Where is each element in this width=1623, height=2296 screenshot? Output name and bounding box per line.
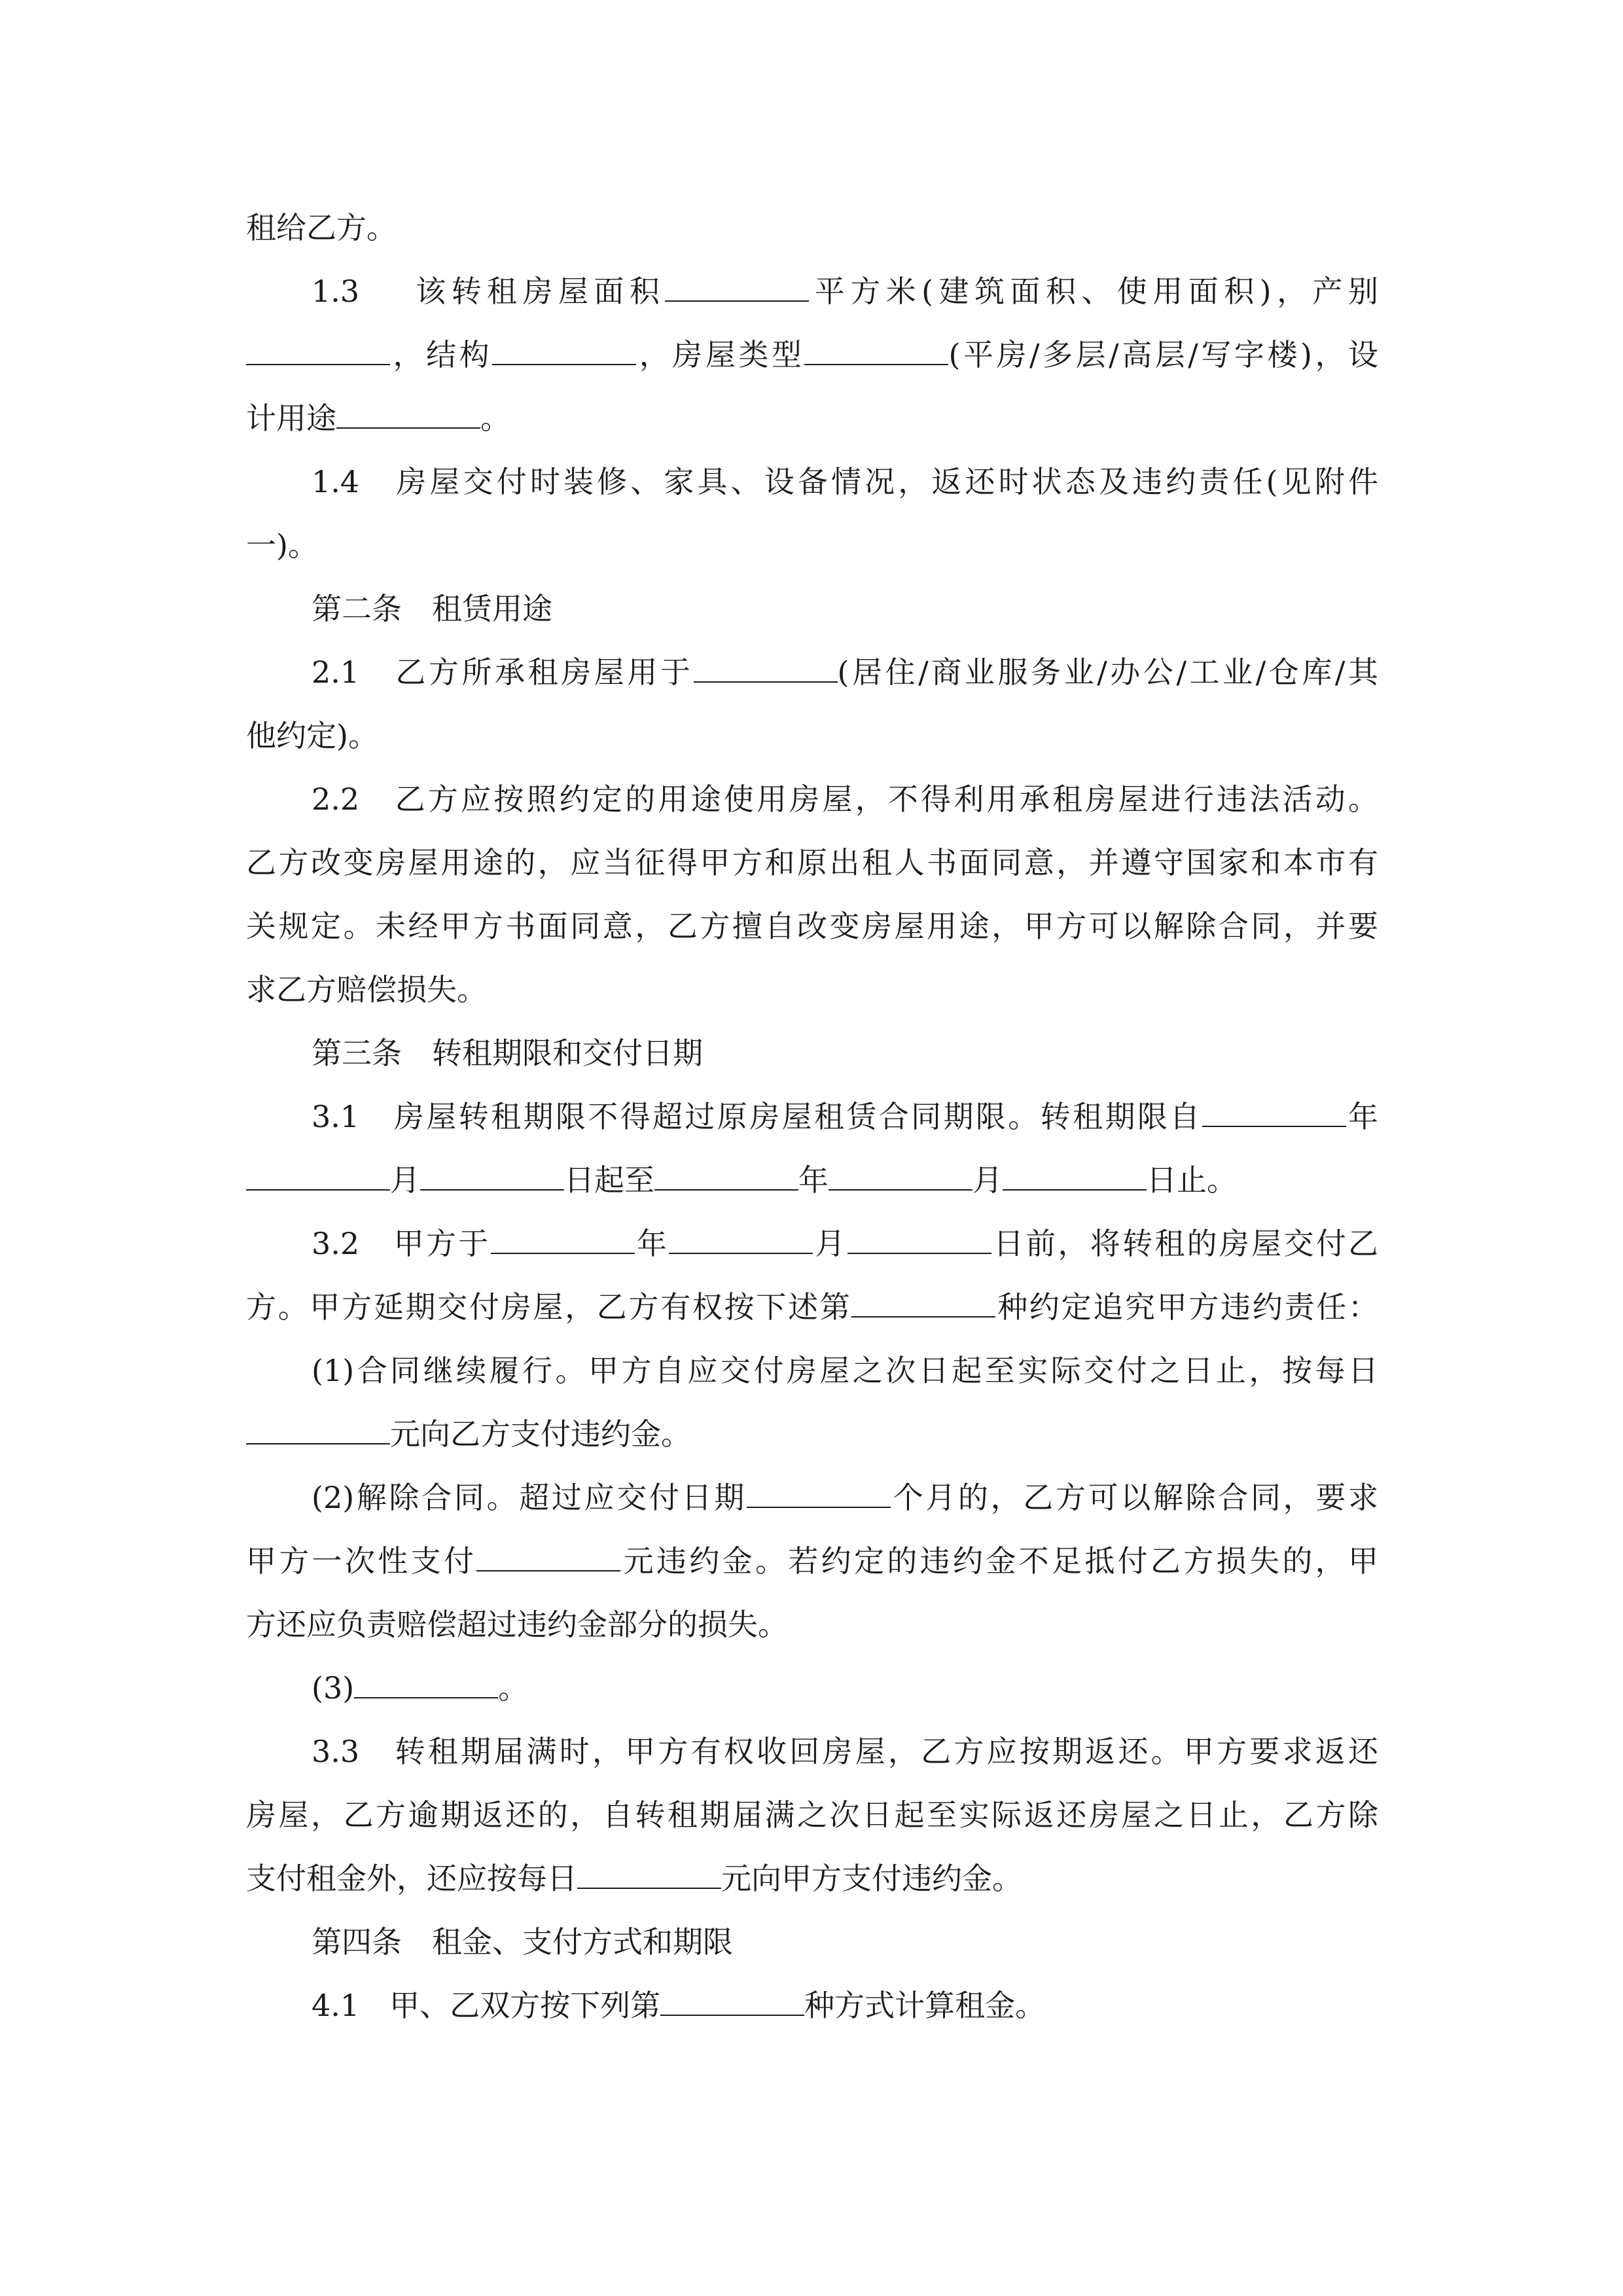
fill-blank[interactable] [747,1478,891,1508]
text-line: 计用途 。 [246,399,1378,438]
text-line: 4.1 甲、乙双方按下列第 种方式计算租金。 [312,1986,1378,2025]
fill-blank[interactable] [851,1287,995,1318]
text-line: 甲方一次性支付 元违约金。若约定的违约金不足抵付乙方损失的，甲 [246,1541,1378,1581]
text-line: 月 日起至 年 月 日止。 [246,1160,1378,1200]
text-line: (3) 。 [312,1668,1378,1708]
text-line: 他约定)。 [246,718,378,753]
fill-blank[interactable] [336,399,480,429]
text-line: 2.1 乙方所承租房屋用于 (居住/商业服务业/办公/工业/仓库/其 [312,653,1378,692]
section-heading: 第四条 租金、支付方式和期限 [312,1924,733,1960]
fill-blank[interactable] [847,1224,991,1254]
fill-blank[interactable] [491,1224,635,1254]
text-line: 1.3 该转租房屋面积 平方米(建筑面积、使用面积)，产别 [312,272,1378,311]
text-line: 3.2 甲方于 年 月 日前，将转租的房屋交付乙 [312,1224,1378,1263]
fill-blank[interactable] [1202,1097,1346,1127]
text-line: 方还应负责赔偿超过违约金部分的损失。 [246,1607,788,1642]
text-line: 乙方改变房屋用途的，应当征得甲方和原出租人书面同意，并遵守国家和本市有 [246,845,1378,880]
text-line: 3.3 转租期届满时，甲方有权收回房屋，乙方应按期返还。甲方要求返还 [312,1734,1378,1769]
fill-blank[interactable] [246,335,390,365]
fill-blank[interactable] [246,1160,390,1191]
text-line: 1.4 房屋交付时装修、家具、设备情况，返还时状态及违约责任(见附件 [312,464,1378,499]
fill-blank[interactable] [577,1859,721,1889]
fill-blank[interactable] [660,1986,804,2016]
fill-blank[interactable] [476,1541,620,1571]
fill-blank[interactable] [354,1668,498,1698]
text-line: 房屋，乙方逾期返还的，自转租期届满之次日起至实际返还房屋之日止，乙方除 [246,1797,1378,1833]
fill-blank[interactable] [669,1224,813,1254]
text-line: 方。甲方延期交付房屋，乙方有权按下述第 种约定追究甲方违约责任： [246,1287,1378,1327]
text-line: 元向乙方支付违约金。 [246,1414,1378,1454]
section-heading: 第二条 租赁用途 [312,591,552,626]
text-line: 关规定。未经甲方书面同意，乙方擅自改变房屋用途，甲方可以解除合同，并要 [246,908,1378,944]
text-line: (1)合同继续履行。甲方自应交付房屋之次日起至实际交付之日止，按每日 [312,1353,1378,1388]
fill-blank[interactable] [1003,1160,1147,1191]
fill-blank[interactable] [246,1414,390,1444]
text-line: 一)。 [246,528,318,563]
text-line: (2)解除合同。超过应交付日期 个月的，乙方可以解除合同，要求 [312,1478,1378,1517]
fill-blank[interactable] [694,653,838,683]
text-line: 支付租金外，还应按每日 元向甲方支付违约金。 [246,1859,1378,1898]
text-line: 3.1 房屋转租期限不得超过原房屋租赁合同期限。转租期限自 年 [312,1097,1378,1136]
fill-blank[interactable] [654,1160,798,1191]
section-heading: 第三条 转租期限和交付日期 [312,1035,703,1071]
text-line: 租给乙方。 [246,210,397,245]
text-line: 求乙方赔偿损失。 [246,972,487,1007]
text-line: 2.2 乙方应按照约定的用途使用房屋，不得利用承租房屋进行违法活动。 [312,781,1378,817]
fill-blank[interactable] [804,335,948,365]
fill-blank[interactable] [829,1160,972,1191]
fill-blank[interactable] [665,272,809,302]
fill-blank[interactable] [492,335,636,365]
text-line: ，结构 ，房屋类型 (平房/多层/高层/写字楼)，设 [246,335,1378,374]
fill-blank[interactable] [420,1160,564,1191]
